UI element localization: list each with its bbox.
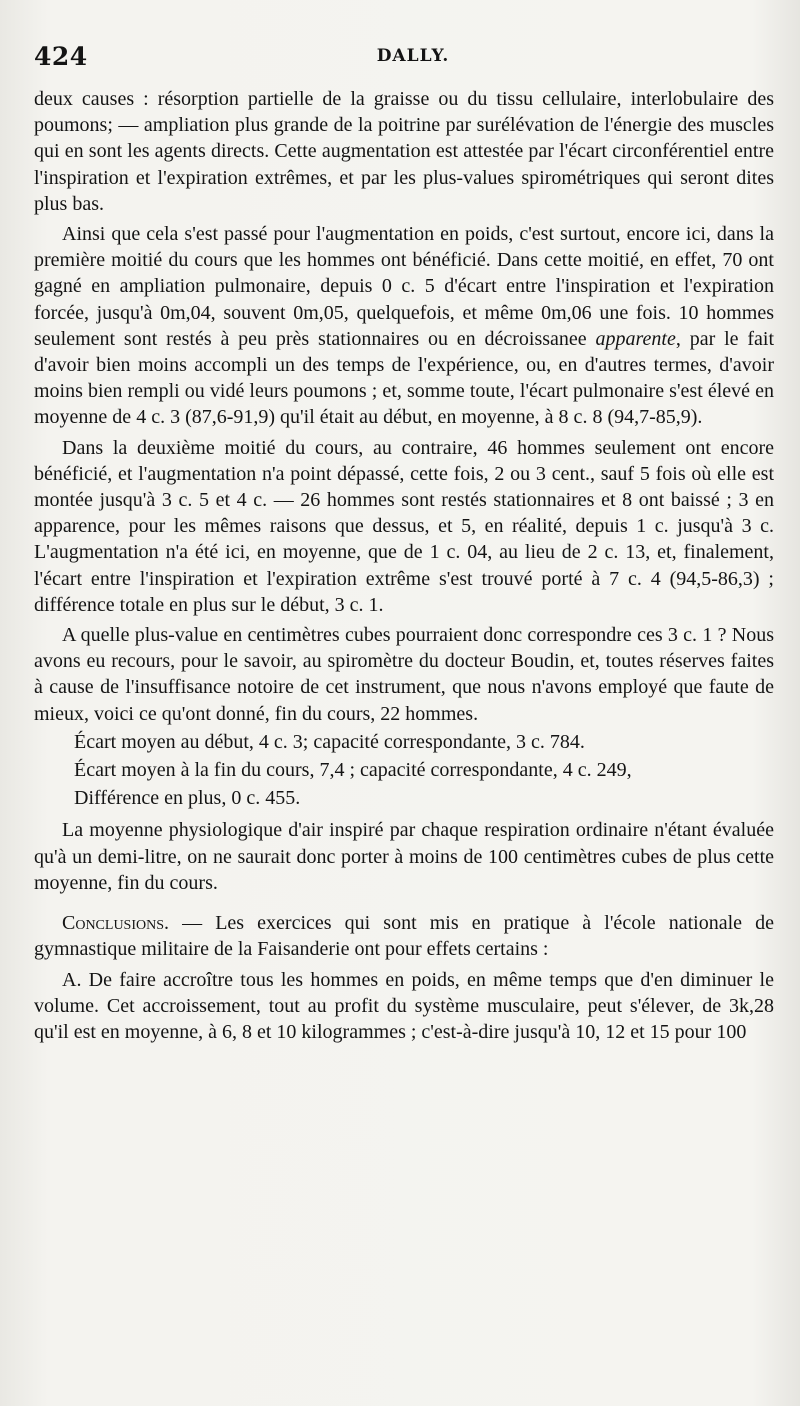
running-head: DALLY. bbox=[376, 46, 450, 66]
page-header bbox=[34, 40, 772, 76]
conclusions-text: — Les exercices qui sont mis en pratique à l'école nationale de gymnastique militaire de la Faisanderie ont pour effets certains : bbox=[34, 912, 774, 961]
paragraph-conclusions bbox=[34, 910, 774, 962]
page-number: 424 bbox=[34, 42, 88, 71]
paragraph-2-part-2: , par le fait d'avoir bien moins accompli un des temps de l'expérience, ou, en d'autres termes, d'avoir moins bien rempli ou vidé leurs poumons ; et, somme toute, l'écart pulmonaire s'est élevé en moyenne de 4 c. 3 (87,6-91,9) qu'il était au début, en moyenne, à 8 c. 8 (94,7-85,9). bbox=[34, 327, 774, 429]
paragraph-a: A. De faire accroître tous les hommes en poids, en même temps que d'en diminuer le volume. Cet accroissement, tout au profit du système musculaire, peut s'élever, de 3k,28 qu'il est en moyenne, à 6, 8 et 10 kilogrammes ; c'est-à-dire jusqu'à 10, 12 et 15 pour 100 bbox=[34, 968, 774, 1043]
paragraph-3: Dans la deuxième moitié du cours, au contraire, 46 hommes seulement ont encore bénéficié, et l'augmentation n'a point dépassé, cette fois, 2 ou 3 cent., sauf 5 fois où elle est montée jusqu'à 3 c. 5 et 4 c. — 26 hommes sont restés stationnaires et 8 ont baissé ; 3 en apparence, pour les mêmes raisons que dessus, et 5, en réalité, depuis 1 c. jusqu'à 3 c. L'augmentation n'a été ici, en moyenne, que de 1 c. 04, au lieu de 2 c. 13, et, finalement, l'écart entre l'inspiration et l'expiration extrême s'est trouvé porté à 7 c. 4 (94,5-86,3) ; différence totale en plus sur le début, 3 c. 1. bbox=[34, 436, 774, 616]
paragraph-5: La moyenne physiologique d'air inspiré par chaque respiration ordinaire n'étant évaluée qu'à un demi-litre, on ne saurait donc porter à moins de 100 centimètres cubes de plus cette moyenne, fin du cours. bbox=[34, 819, 774, 894]
measurement-line-2: Écart moyen à la fin du cours, 7,4 ; capacité correspondante, 4 c. 249, bbox=[74, 759, 632, 782]
body-text bbox=[34, 86, 774, 1045]
paragraph-2 bbox=[34, 221, 774, 431]
measurement-line-3: Différence en plus, 0 c. 455. bbox=[74, 787, 301, 810]
paragraph-2-italic: apparente bbox=[595, 327, 676, 350]
paragraph-4: A quelle plus-value en centimètres cubes pourraient donc correspondre ces 3 c. 1 ? Nous avons eu recours, pour le savoir, au spiromètre du docteur Boudin, et, toutes réserves faites à cause de l'insuffisance notoire de cet instrument, que nous n'avons employé que faute de mieux, voici ce qu'ont donné, fin du cours, 22 hommes. bbox=[34, 624, 774, 725]
paragraph-1: deux causes : résorption partielle de la graisse ou du tissu cellulaire, interlobulaire des poumons; — ampliation plus grande de la poitrine par surélévation de l'énergie des muscles qui en sont les agents directs. Cette augmentation est attestée par l'écart circonférentiel entre l'inspiration et l'expiration extrêmes, et par les plus-values spirométriques qui seront dites plus bas. bbox=[34, 88, 774, 215]
conclusions-label: Conclusions. bbox=[62, 912, 170, 935]
measurement-line-1: Écart moyen au début, 4 c. 3; capacité correspondante, 3 c. 784. bbox=[74, 730, 585, 753]
paragraph-2-part-1: Ainsi que cela s'est passé pour l'augmentation en poids, c'est surtout, encore ici, dans la première moitié du cours que les hommes ont bénéficié. Dans cette moitié, en effet, 70 ont gagné en ampliation pulmonaire, depuis 0 c. 5 d'écart entre l'inspiration et l'expiration forcée, jusqu'à 0m,04, souvent 0m,05, quelquefois, et même 0m,06 une fois. 10 hommes seulement sont restés à peu près stationnaires ou en décroissanee bbox=[34, 223, 774, 350]
